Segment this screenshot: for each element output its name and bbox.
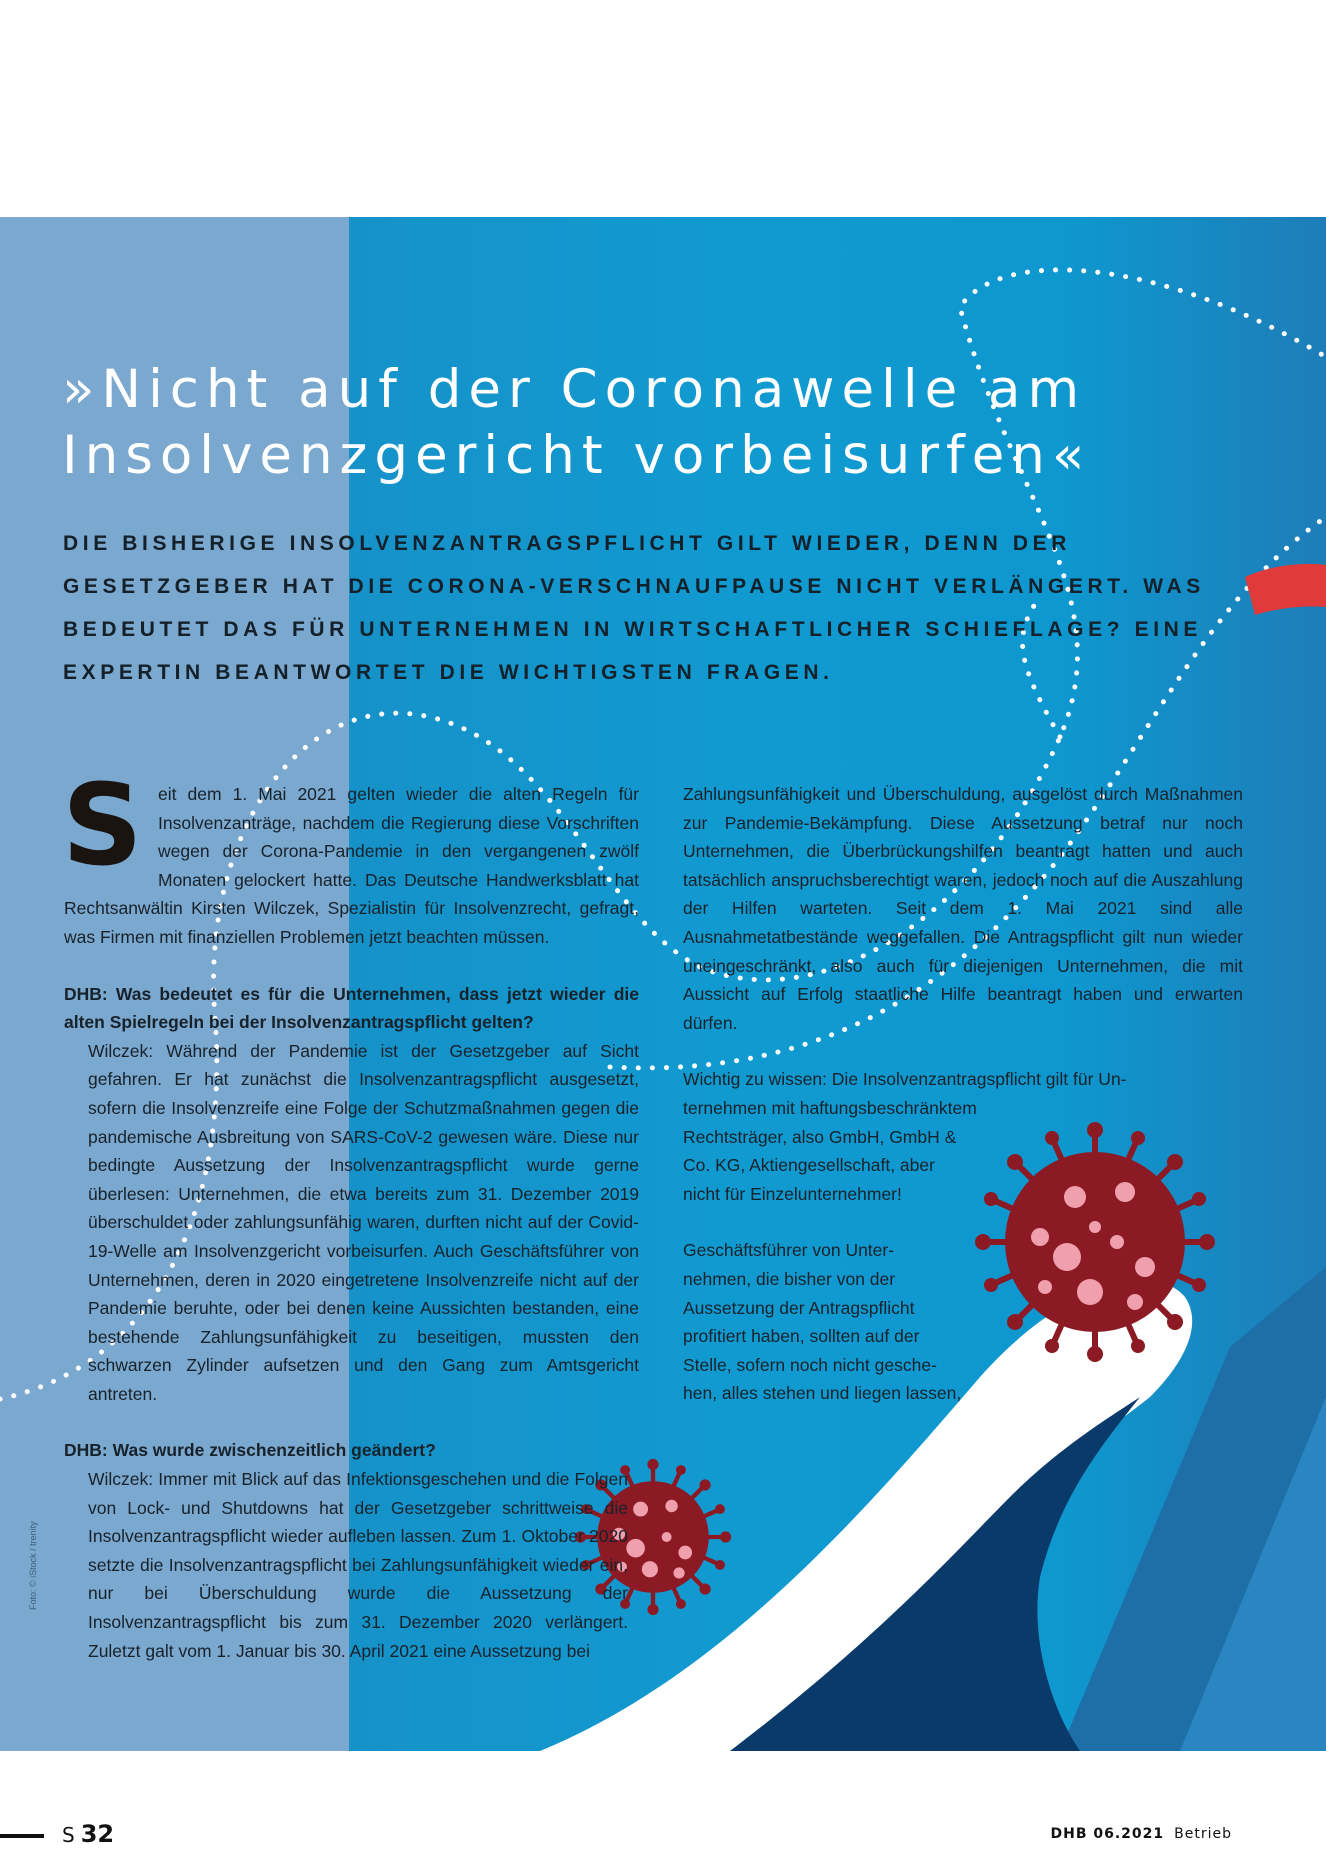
magazine-issue [1050,1826,1232,1842]
footer-rule [0,1834,44,1838]
answer-1: Wilczek: Während der Pandemie ist der Gesetzgeber auf Sicht gefahren. Er hat zunächst die Insolvenzantragspflicht ausgesetzt, sofern die Insolvenzreife eine Folge der Schutzmaßnahmen gegen die pandemische Ausbreitung von SARS-CoV-2 gewesen wäre. Diese nur bedingte Aussetzung der Insolvenzantragspflicht wurde gerne überlesen: Unternehmen, die etwa bereits zum 31. Dezember 2019 überschuldet oder zahlungsunfähig waren, durften nicht auf der Covid-19-Welle am Insolvenzgericht vorbeisurfen. Auch Geschäftsführer von Unternehmen, deren in 2020 eingetretene Insolvenzreife nicht auf der Pandemie beruhte, oder bei denen keine Aussichten bestanden, eine bestehende Zahlungsunfähigkeit zu beseitigen, mussten den schwarzen Zylinder aufsetzen und den Gang zum Amtsgericht antreten. [88,1040,639,1404]
right-paragraph-3-line: Stelle, sofern noch nicht gesche- [683,1354,937,1375]
question-2: DHB: Was wurde zwischenzeitlich geändert? [64,1440,436,1461]
intro-text: eit dem 1. Mai 2021 gelten wieder die alten Regeln für Insolvenzanträge, nachdem die Regierung diese Vorschriften wegen der Corona-Pandemie in den vergangenen zwölf Monaten gelockert hatte. Das Deutsche Handwerksblatt hat Rechtsanwältin Kirsten Wilczek, Spezialistin für Insolvenzrecht, gefragt, was Firmen mit finanziellen Problemen jetzt beachten müssen. [64,784,639,947]
article-lead: DIE BISHERIGE INSOLVENZANTRAGSPFLICHT GILT WIEDER, DENN DER GESETZGEBER HAT DIE CORONA-VERSCHNAUFPAUSE NICHT VERLÄNGERT. WAS BEDEUTET DAS FÜR UNTERNEHMEN IN WIRTSCHAFTLICHER SCHIEFLAGE? EINE EXPERTIN BEANTWORTET DIE WICHTIGSTEN FRAGEN. [63,532,1205,684]
right-paragraph-2-line: nicht für Einzelunternehmer! [683,1183,902,1204]
article-title-line-1: »Nicht auf der Coronawelle am [62,359,1087,420]
intro-paragraph [62,761,639,952]
article-title [62,357,1202,489]
photo-credit: Foto: © iStock / trenity [28,1521,38,1610]
right-paragraph-3 [683,1236,1003,1408]
right-paragraph-2-line: Rechtsträger, also GmbH, GmbH & [683,1126,957,1147]
right-paragraph-2 [683,1065,1243,1208]
answer-2: Wilczek: Immer mit Blick auf das Infektionsgeschehen und die Folgen von Lock- und Shutdowns hat der Gesetzgeber schrittweise die Insolvenzantragspflicht wieder aufleben lassen. Zum 1. Oktober 2020 setzte die Insolvenzantragspflicht bei Zahlungsunfähigkeit wieder ein, nur bei Überschuldung wurde die Aussetzung der Insolvenzantragspflicht bis zum 31. Dezember 2020 verlängert. Zuletzt galt vom 1. Januar bis 30. April 2021 eine Aussetzung bei [88,1469,628,1661]
right-paragraph-1: Zahlungsunfähigkeit und Überschuldung, ausgelöst durch Maßnahmen zur Pandemie-Bekämpfung. Diese Aussetzung betraf nur noch Unternehmen, die Überbrückungshilfen beantragt hatten und auch tatsächlich anspruchsberechtigt waren, jedoch noch auf die Auszahlung der Hilfen warteten. Seit dem 1. Mai 2021 sind alle Ausnahmetatbestände weggefallen. Die Antragspflicht gilt nun wieder uneingeschränkt, also auch für diejenigen Unternehmen, die mit Aussicht auf Erfolg staatliche Hilfe beantragt haben und erwarten dürfen. [683,784,1243,1033]
dropcap: S [62,761,143,891]
column-right [683,780,1243,1408]
column-left [62,761,639,1665]
section-label: Betrieb [1174,1826,1232,1842]
red-accent-shape [1245,564,1326,615]
right-paragraph-2-line: ternehmen mit haftungsbeschränktem [683,1097,977,1118]
page-number [62,1820,114,1848]
right-paragraph-3-line: Geschäftsführer von Unter- [683,1240,895,1261]
right-paragraph-3-line: Aussetzung der Antragspflicht [683,1297,915,1318]
section-letter: S [62,1823,75,1847]
right-paragraph-3-line: hen, alles stehen und liegen lassen, [683,1383,962,1404]
right-paragraph-2-line: Co. KG, Aktiengesellschaft, aber [683,1155,935,1176]
article-title-line-2: Insolvenzgericht vorbeisurfen« [62,425,1092,486]
issue-label: DHB 06.2021 [1050,1826,1165,1842]
page-number-value: 32 [80,1820,115,1848]
header-panel [0,217,1326,1751]
question-1: DHB: Was bedeutet es für die Unternehmen, dass jetzt wieder die alten Spielregeln bei der Insolvenzantragspflicht gelten? [64,983,639,1033]
right-paragraph-2-line: Wichtig zu wissen: Die Insolvenzantragspflicht gilt für Un- [683,1069,1127,1090]
right-paragraph-3-line: profitiert haben, sollten auf der [683,1326,920,1347]
right-paragraph-3-line: nehmen, die bisher von der [683,1268,896,1289]
